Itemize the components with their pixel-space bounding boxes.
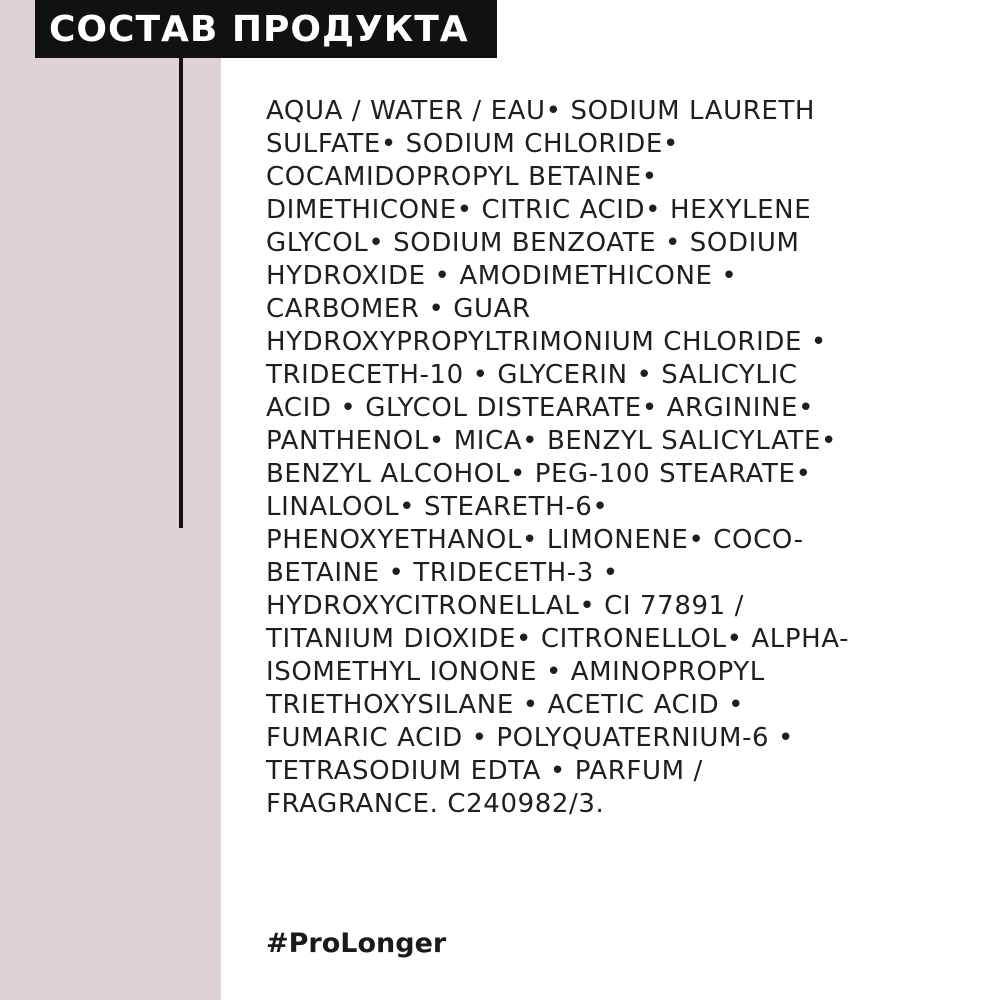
ingredient-line: HYDROXIDE • AMODIMETHICONE • [266,261,738,291]
ingredient-line: BENZYL ALCOHOL• PEG-100 STEARATE• [266,459,812,489]
hashtag-label: #ProLonger [266,928,447,959]
vertical-divider-line [179,58,183,528]
ingredient-line: TRIETHOXYSILANE • ACETIC ACID • [266,690,745,720]
ingredient-line: LINALOOL• STEARETH-6• [266,492,609,522]
ingredient-line: TRIDECETH-10 • GLYCERIN • SALICYLIC [266,360,798,390]
ingredient-line: HYDROXYCITRONELLAL• CI 77891 / [266,591,744,621]
side-panel [0,0,221,1000]
ingredient-line: ISOMETHYL IONONE • AMINOPROPYL [266,657,765,687]
ingredient-line: HYDROXYPROPYLTRIMONIUM CHLORIDE • [266,327,827,357]
ingredient-line: GLYCOL• SODIUM BENZOATE • SODIUM [266,228,800,258]
ingredient-line: SULFATE• SODIUM CHLORIDE• [266,129,679,159]
page-title: СОСТАВ ПРОДУКТА [49,8,469,50]
ingredients-list [266,95,966,821]
ingredient-line: AQUA / WATER / EAU• SODIUM LAURETH [266,96,816,126]
title-banner [35,0,497,58]
ingredient-line: BETAINE • TRIDECETH-3 • [266,558,619,588]
ingredient-line: CARBOMER • GUAR [266,294,531,324]
ingredient-line: PANTHENOL• MICA• BENZYL SALICYLATE• [266,426,837,456]
ingredient-line: TITANIUM DIOXIDE• CITRONELLOL• ALPHA- [266,624,850,654]
ingredient-line: ACID • GLYCOL DISTEARATE• ARGININE• [266,393,815,423]
ingredient-line: PHENOXYETHANOL• LIMONENE• COCO- [266,525,804,555]
ingredient-line: TETRASODIUM EDTA • PARFUM / [266,756,703,786]
ingredient-line: FUMARIC ACID • POLYQUATERNIUM-6 • [266,723,794,753]
ingredient-line: FRAGRANCE. C240982/3. [266,789,605,819]
ingredient-line: DIMETHICONE• CITRIC ACID• HEXYLENE [266,195,812,225]
ingredient-line: COCAMIDOPROPYL BETAINE• [266,162,658,192]
